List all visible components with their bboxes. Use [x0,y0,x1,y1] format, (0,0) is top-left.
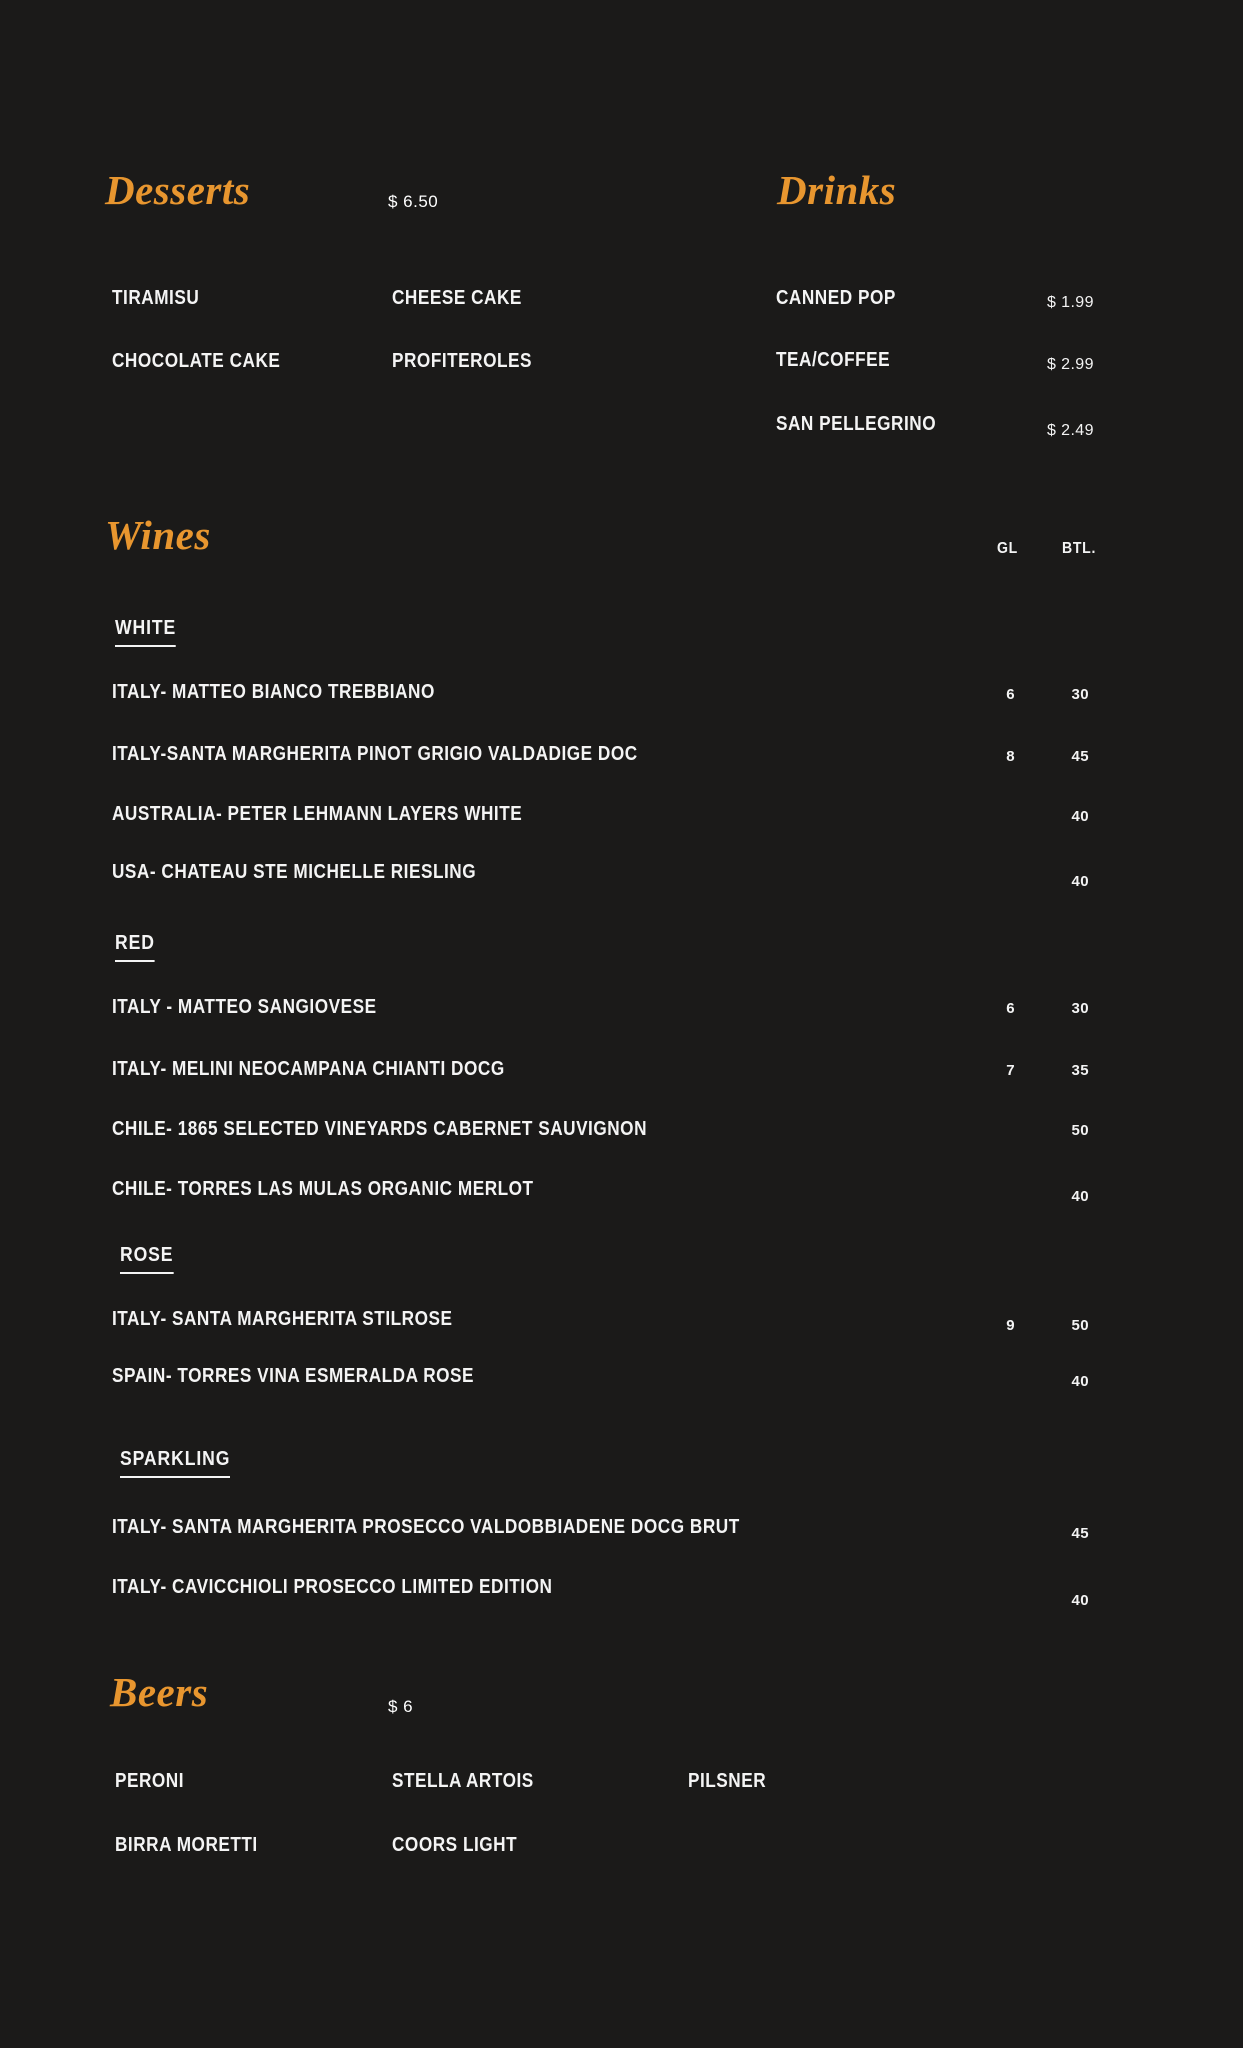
wine-btl-price: 50 [1071,1317,1089,1334]
wines-btl-column-header: BTL. [1062,540,1097,557]
wine-item: ITALY - MATTEO SANGIOVESE [112,996,377,1018]
wines-group-white-label: WHITE [115,617,176,647]
drink-price: $ 2.99 [1047,356,1094,373]
wines-gl-column-header: GL [997,540,1018,557]
wine-btl-price: 40 [1071,873,1089,890]
drink-price: $ 1.99 [1047,294,1094,311]
drink-price: $ 2.49 [1047,422,1094,439]
wine-item: ITALY- SANTA MARGHERITA STILROSE [112,1308,453,1330]
beer-item: COORS LIGHT [392,1834,518,1856]
drink-item: TEA/COFFEE [776,349,891,371]
dessert-item: PROFITEROLES [392,350,532,372]
wines-group-red-label: RED [115,932,155,962]
wine-btl-price: 45 [1071,1525,1089,1542]
wine-btl-price: 35 [1071,1062,1089,1079]
wine-btl-price: 30 [1071,686,1089,703]
beer-item: STELLA ARTOIS [392,1770,534,1792]
wine-item: CHILE- 1865 SELECTED VINEYARDS CABERNET SAUVIGNON [112,1118,648,1140]
beer-item: BIRRA MORETTI [115,1834,258,1856]
wine-btl-price: 50 [1071,1122,1089,1139]
wine-item: SPAIN- TORRES VINA ESMERALDA ROSE [112,1365,475,1387]
wine-item: ITALY- MATTEO BIANCO TREBBIANO [112,681,435,703]
wine-item: CHILE- TORRES LAS MULAS ORGANIC MERLOT [112,1178,534,1200]
wine-gl-price: 6 [1006,1000,1015,1017]
wine-item: USA- CHATEAU STE MICHELLE RIESLING [112,861,477,883]
wine-item: ITALY-SANTA MARGHERITA PINOT GRIGIO VALDADIGE DOC [112,743,638,765]
drink-item: CANNED POP [776,287,896,309]
wine-item: ITALY- MELINI NEOCAMPANA CHIANTI DOCG [112,1058,505,1080]
wine-gl-price: 9 [1006,1317,1015,1334]
beers-heading: Beers [110,1669,209,1715]
desserts-price: $ 6.50 [388,192,439,211]
wine-item: AUSTRALIA- PETER LEHMANN LAYERS WHITE [112,803,523,825]
wine-btl-price: 40 [1071,1373,1089,1390]
wines-heading: Wines [105,512,211,558]
wine-btl-price: 40 [1071,1592,1089,1609]
wine-gl-price: 7 [1006,1062,1015,1079]
wine-btl-price: 45 [1071,748,1089,765]
wines-group-rose-label: ROSE [120,1244,173,1274]
beer-item: PILSNER [688,1770,767,1792]
wines-group-sparkling-label: SPARKLING [120,1448,230,1478]
wine-gl-price: 8 [1006,748,1015,765]
wine-btl-price: 40 [1071,1188,1089,1205]
dessert-item: TIRAMISU [112,287,200,309]
dessert-item: CHOCOLATE CAKE [112,350,281,372]
wine-btl-price: 40 [1071,808,1089,825]
drink-item: SAN PELLEGRINO [776,413,937,435]
wine-item: ITALY- CAVICCHIOLI PROSECCO LIMITED EDITION [112,1576,553,1598]
beer-item: PERONI [115,1770,185,1792]
dessert-item: CHEESE CAKE [392,287,522,309]
wine-gl-price: 6 [1006,686,1015,703]
beers-price: $ 6 [388,1697,414,1716]
desserts-heading: Desserts [105,167,251,213]
wine-btl-price: 30 [1071,1000,1089,1017]
drinks-heading: Drinks [777,167,897,213]
wine-item: ITALY- SANTA MARGHERITA PROSECCO VALDOBBIADENE DOCG BRUT [112,1516,740,1538]
